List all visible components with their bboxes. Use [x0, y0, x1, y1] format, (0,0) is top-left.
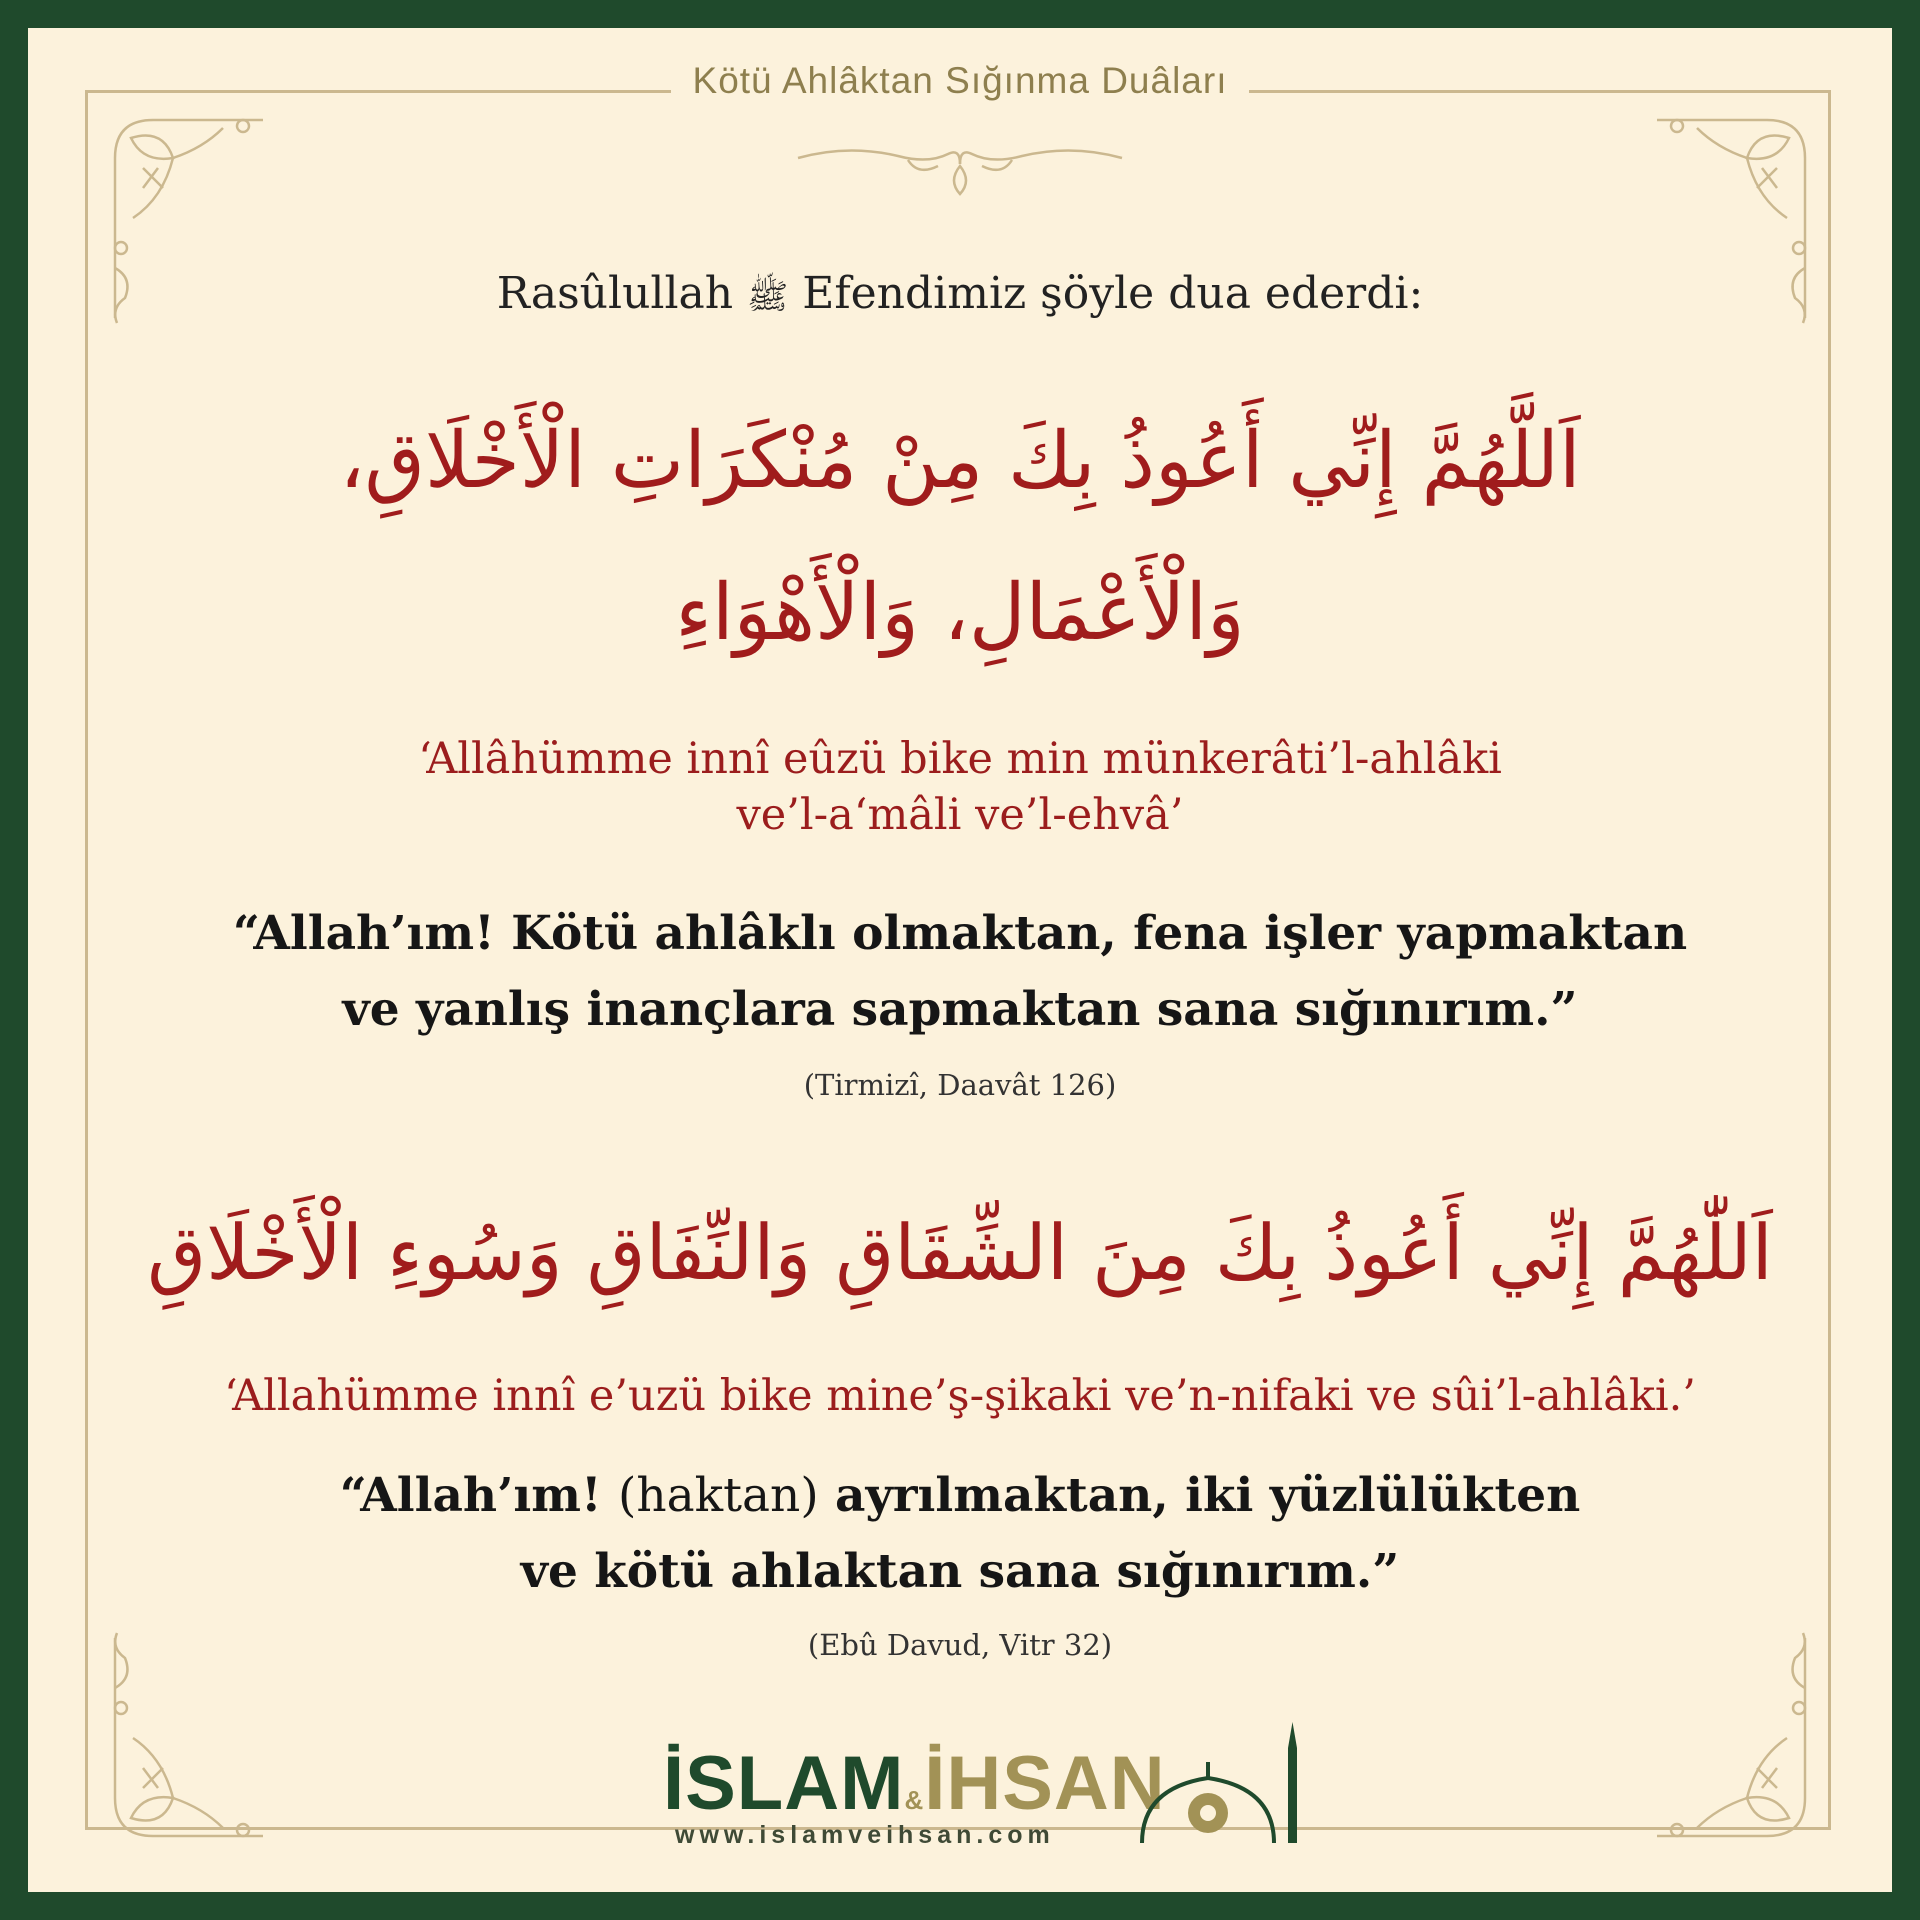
dua2-meaning-part-c: ayrılmaktan, iki yüzlülükten [835, 1468, 1581, 1523]
intro-line [28, 268, 1892, 325]
intro-after: Efendimiz şöyle dua ederdi: [802, 268, 1424, 319]
header-title: Kötü Ahlâktan Sığınma Duâları [671, 60, 1250, 101]
dua2-meaning [28, 1458, 1892, 1610]
card [28, 28, 1892, 1892]
logo-url: www.islamveihsan.com [675, 1821, 1055, 1849]
dua1-translit-line2: ve’l-a‘mâli ve’l-ehvâ’ [736, 790, 1184, 840]
dua1-source: (Tirmizî, Daavât 126) [803, 1068, 1117, 1102]
dua2-source: (Ebû Davud, Vitr 32) [807, 1628, 1113, 1662]
title-ornament-icon [788, 136, 1132, 200]
dua2-meaning-part-b: (haktan) [618, 1468, 819, 1523]
logo-part2: İHSAN [924, 1741, 1166, 1826]
dua2-meaning-line2: ve kötü ahlaktan sana sığınırım.” [520, 1544, 1400, 1599]
dua2-meaning-line1 [28, 1458, 1892, 1534]
dua1-transliteration [28, 731, 1892, 843]
honorific: ﷺ [747, 277, 789, 317]
logo-amp: & [904, 1785, 925, 1815]
dua2-meaning-part-a: “Allah’ım! [339, 1468, 602, 1523]
dua1-meaning [28, 896, 1892, 1048]
mosque-icon [1138, 1718, 1308, 1848]
intro-before: Rasûlullah [496, 268, 734, 319]
dua2-arabic-line1: اَللّٰهُمَّ إِنِّي أَعُوذُ بِكَ مِنَ الشِّقَاقِ وَالنِّفَاقِ وَسُوءِ الْأَخْلَاقِ [147, 1208, 1773, 1297]
header-title-bar [28, 60, 1892, 132]
dua1-arabic-line2: وَالْأَعْمَالِ، وَالْأَهْوَاءِ [675, 568, 1245, 658]
dua1-meaning-line2: ve yanlış inançlara sapmaktan sana sığınırım.” [342, 982, 1578, 1037]
logo-part1: İSLAM [663, 1741, 905, 1826]
dua2-translit-line1: ‘Allahümme innî e’uzü bike mine’ş-şikaki ve’n-nifaki ve sûi’l-ahlâki.’ [224, 1371, 1696, 1421]
dua1-arabic-line1: اَللَّهُمَّ إِنِّي أَعُوذُ بِكَ مِنْ مُنْكَرَاتِ الْأَخْلَاقِ، [339, 416, 1581, 506]
dua1-meaning-line1: “Allah’ım! Kötü ahlâklı olmaktan, fena işler yapmaktan [232, 906, 1688, 961]
dua1-translit-line1: ‘Allâhümme innî eûzü bike min münkerâti’l-ahlâki [418, 734, 1502, 784]
